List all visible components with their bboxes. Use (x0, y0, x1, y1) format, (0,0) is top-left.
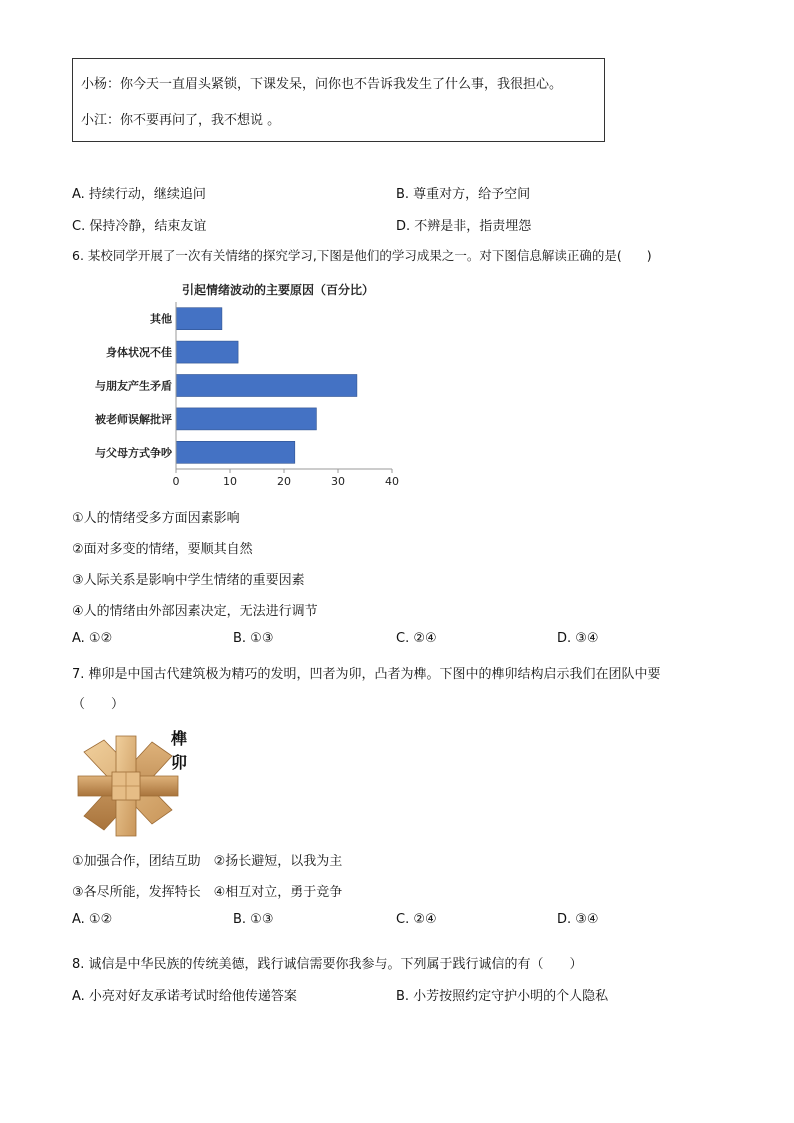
q8-option-a: A. 小亮对好友承诺考试时给他传递答案 (72, 989, 297, 1004)
chart-x-tick-label: 10 (223, 475, 237, 488)
q6-option-d: D. ③④ (557, 631, 599, 646)
chart-title: 引起情绪波动的主要原因（百分比） (182, 283, 375, 297)
chart-bar (176, 308, 222, 330)
chart-category-label: 被老师误解批评 (95, 412, 172, 426)
q7-statement-line-1: ①加强合作，团结互助 ②扬长避短，以我为主 (72, 854, 343, 869)
chart-category-label: 与朋友产生矛盾 (95, 379, 172, 393)
q7-option-c: C. ②④ (396, 912, 437, 927)
q6-option-c: C. ②④ (396, 631, 437, 646)
q7-option-d: D. ③④ (557, 912, 599, 927)
chart-bar (176, 441, 295, 463)
chart-x-tick-label: 20 (277, 475, 291, 488)
q5-option-c: C. 保持冷静，结束友谊 (72, 219, 207, 234)
chart-category-label: 与父母方式争吵 (95, 446, 172, 460)
q7-statement-line-2: ③各尽所能，发挥特长 ④相互对立，勇于竞争 (72, 885, 343, 900)
chart-x-tick-label: 40 (385, 475, 399, 488)
chart-category-label: 其他 (150, 312, 172, 326)
q6-statement-2: ②面对多变的情绪，要顺其自然 (72, 542, 253, 557)
q5-option-d: D. 不辨是非，指责埋怨 (396, 219, 532, 234)
q8-stem: 8. 诚信是中华民族的传统美德，践行诚信需要你我参与。下列属于践行诚信的有（ ） (72, 957, 583, 972)
q6-statement-3: ③人际关系是影响中学生情绪的重要因素 (72, 573, 305, 588)
q7-stem: 7. 榫卯是中国古代建筑极为精巧的发明，凹者为卯，凸者为榫。下图中的榫卯结构启示我们在团队中要 (72, 667, 661, 682)
q5-option-a: A. 持续行动，继续追问 (72, 187, 206, 202)
q7-stem-paren: （ ） (72, 697, 125, 712)
q6-option-b: B. ①③ (233, 631, 274, 646)
emotion-bar-chart (72, 278, 412, 490)
q6-statement-1: ①人的情绪受多方面因素影响 (72, 511, 240, 526)
q8-option-b: B. 小芳按照约定守护小明的个人隐私 (396, 989, 609, 1004)
q7-option-a: A. ①② (72, 912, 113, 927)
dialog-line-xiaoyang: 小杨：你今天一直眉头紧锁，下课发呆，问你也不告诉我发生了什么事，我很担心。 (81, 77, 563, 92)
chart-x-tick-label: 0 (172, 475, 180, 488)
dialog-box (72, 58, 605, 142)
wooden-puzzle-image (74, 732, 182, 840)
chart-bar (176, 408, 316, 430)
q7-option-b: B. ①③ (233, 912, 274, 927)
q5-option-b: B. 尊重对方，给予空间 (396, 187, 531, 202)
puzzle-label-mao: 卯 (171, 753, 188, 772)
chart-x-tick-label: 30 (331, 475, 345, 488)
q6-statement-4: ④人的情绪由外部因素决定，无法进行调节 (72, 604, 318, 619)
chart-bar (176, 341, 238, 363)
chart-category-label: 身体状况不佳 (106, 346, 172, 360)
q6-option-a: A. ①② (72, 631, 113, 646)
puzzle-label-sun: 榫 (171, 729, 188, 748)
q6-stem: 6. 某校同学开展了一次有关情绪的探究学习,下图是他们的学习成果之一。对下图信息解读正确的是( ) (72, 248, 652, 263)
dialog-line-xiaojiang: 小江：你不要再问了，我不想说 。 (81, 113, 281, 128)
chart-bar (176, 375, 357, 397)
